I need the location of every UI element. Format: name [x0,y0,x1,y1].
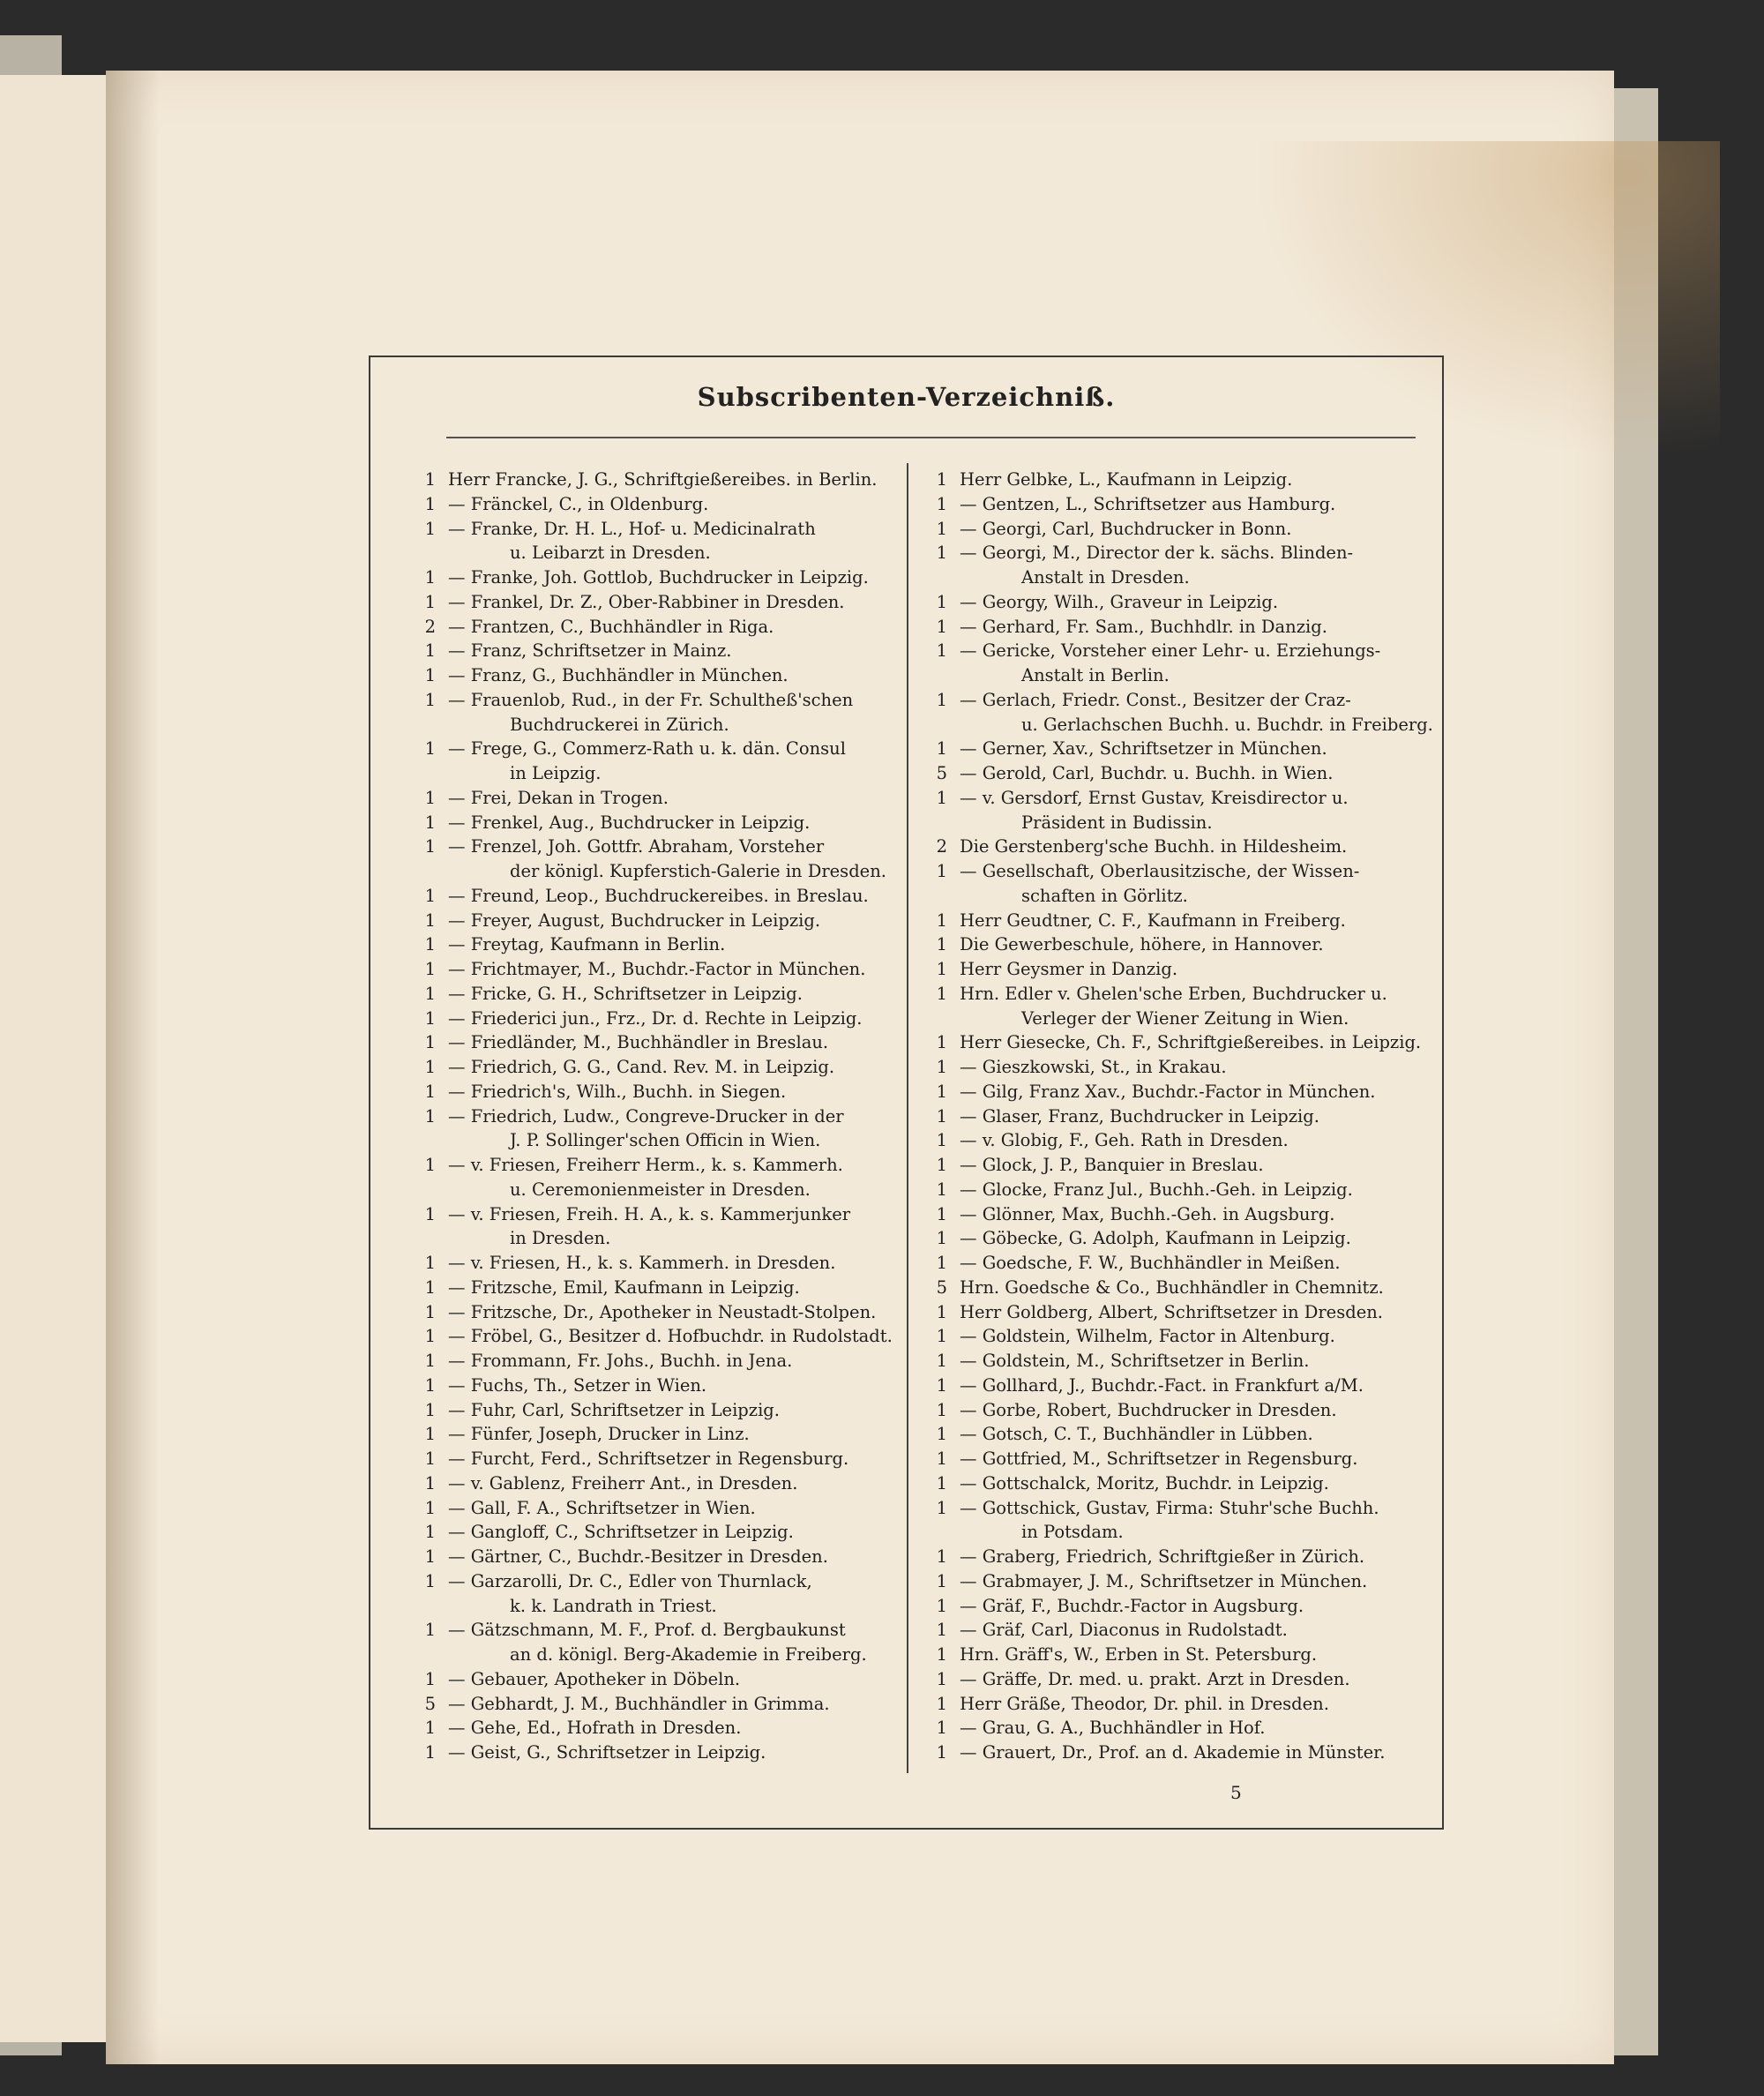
subscriber-name: — v. Friesen, H., k. s. Kammerh. in Dresden. [448,1253,836,1273]
subscriber-name: — Gentzen, L., Schriftsetzer aus Hamburg. [960,493,1336,514]
subscription-count: 1 [936,543,947,564]
subscriber-entry [924,1618,1409,1643]
subscriber-entry [924,1324,1409,1349]
subscriber-name: — Garzarolli, Dr. C., Edler von Thurnlack, [448,1570,812,1591]
subscriber-name: — Friederici jun., Frz., Dr. d. Rechte in Leipzig. [448,1007,863,1029]
subscriber-entry [413,468,898,492]
subscriber-entry [924,835,1409,859]
subscription-count: 1 [424,787,436,808]
subscription-count: 1 [424,1105,436,1127]
subscription-count: 1 [936,1595,947,1616]
subscriber-entry [924,1080,1409,1104]
subscriber-entry [924,859,1409,909]
subscriber-name: — Gehe, Ed., Hofrath in Dresden. [448,1718,742,1739]
subscriber-entry [413,1740,898,1765]
subscriber-entry [413,1618,898,1667]
subscriber-name: — Gerner, Xav., Schriftsetzer in München. [960,738,1327,760]
subscriber-entry [924,1030,1422,1055]
subscriber-entry [924,957,1409,982]
subscriber-name: — Frantzen, C., Buchhändler in Riga. [448,616,774,637]
subscriber-name: — Franz, Schriftsetzer in Mainz. [448,640,732,662]
subscriber-entry [413,1276,898,1300]
subscriber-continuation: k. k. Landrath in Triest. [510,1595,717,1616]
subscriber-entry [924,1104,1409,1129]
subscriber-entry [413,1153,898,1202]
subscriber-name: — Gräf, F., Buchdr.-Factor in Augsburg. [960,1595,1304,1616]
subscriber-continuation: in Dresden. [510,1228,611,1249]
subscription-count: 1 [936,1203,947,1224]
subscriber-entry [924,1178,1409,1202]
subscriber-name: — Grabmayer, J. M., Schriftsetzer in München. [960,1570,1368,1591]
subscriber-name: — Gräffe, Dr. med. u. prakt. Arzt in Dresden. [960,1668,1350,1689]
subscription-count: 1 [936,1057,947,1077]
subscriber-name: Herr Gräße, Theodor, Dr. phil. in Dresden. [960,1693,1329,1714]
title-rule [446,437,1416,438]
subscription-count: 1 [936,1081,947,1102]
subscriber-name: — v. Gersdorf, Ernst Gustav, Kreisdirector u. [960,787,1349,808]
subscriber-entry [924,932,1409,957]
subscription-count: 1 [936,934,947,955]
subscriber-name: — Grauert, Dr., Prof. an d. Akademie in Münster. [960,1742,1386,1763]
subscriber-name: Herr Gelbke, L., Kaufmann in Leipzig. [960,469,1293,490]
subscriber-name: — Fritzsche, Emil, Kaufmann in Leipzig. [448,1276,800,1298]
subscription-count: 1 [936,1155,947,1175]
subscriber-name: — Gotsch, C. T., Buchhändler in Lübben. [960,1424,1313,1445]
subscription-count: 1 [936,983,947,1004]
subscription-count: 1 [936,1693,947,1714]
subscriber-name: — Glock, J. P., Banquier in Breslau. [960,1155,1264,1175]
subscription-count: 1 [936,1105,947,1127]
right-column [924,468,1433,1765]
subscriber-entry [924,492,1409,517]
subscriber-entry [413,1202,898,1252]
subscriber-entry [924,761,1409,786]
subscriber-name: Die Gewerbeschule, höhere, in Hannover. [960,934,1324,955]
subscription-count: 1 [424,1570,436,1591]
subscriber-name: Herr Goldberg, Albert, Schriftsetzer in Dresden. [960,1301,1383,1322]
subscriber-continuation: in Leipzig. [510,763,602,783]
subscription-count: 1 [424,1155,436,1175]
subscription-count: 1 [424,959,436,979]
subscriber-entry [413,1692,898,1717]
subscription-count: 1 [424,1374,436,1396]
subscriber-name: — Frenzel, Joh. Gottfr. Abraham, Vorsteher [448,836,825,857]
subscription-count: 1 [936,1179,947,1200]
subscriber-continuation: schaften in Görlitz. [1021,885,1188,906]
subscriber-entry [924,1153,1409,1178]
subscriber-name: — Frege, G., Commerz-Rath u. k. dän. Consul [448,738,846,760]
subscriber-entry [924,639,1409,688]
subscription-count: 1 [424,1081,436,1102]
subscription-count: 1 [936,1032,947,1053]
subscriber-name: — Gollhard, J., Buchdr.-Fact. in Frankfurt a/M. [960,1374,1364,1396]
subscriber-name: Herr Geudtner, C. F., Kaufmann in Freiberg. [960,910,1346,931]
subscriber-entry [413,1300,898,1325]
subscriber-entry [413,590,898,615]
subscription-count: 1 [936,1424,947,1445]
subscription-count: 1 [936,1570,947,1591]
subscriber-name: — Glaser, Franz, Buchdrucker in Leipzig. [960,1105,1319,1127]
subscriber-name: — Gilg, Franz Xav., Buchdr.-Factor in München. [960,1081,1376,1102]
subscriber-name: — Graberg, Friedrich, Schriftgießer in Zürich. [960,1546,1365,1567]
subscription-count: 1 [936,787,947,808]
subscriber-entry [413,1716,898,1740]
subscription-count: 1 [936,1399,947,1420]
subscription-count: 1 [424,640,436,662]
subscriber-name: — Fritzsche, Dr., Apotheker in Neustadt-Stolpen. [448,1301,877,1322]
subscriber-name: — Frauenlob, Rud., in der Fr. Schultheß'schen [448,689,854,710]
subscriber-entry [924,1716,1409,1740]
subscriber-continuation: der königl. Kupferstich-Galerie in Dresden. [510,861,886,881]
subscription-count: 1 [424,591,436,612]
subscriber-entry [924,688,1433,737]
subscriber-entry [924,1251,1409,1276]
page-number: 5 [1230,1782,1242,1803]
subscription-count: 1 [936,493,947,514]
subscriber-entry [924,590,1409,615]
subscriber-entry [413,811,898,835]
subscriber-entry [413,615,898,640]
subscription-count: 1 [424,1351,436,1371]
subscriber-name: — Frei, Dekan in Trogen. [448,787,669,808]
subscription-count: 1 [936,738,947,760]
subscription-count: 1 [936,1668,947,1689]
subscriber-entry [413,1398,898,1423]
subscriber-name: — Fränckel, C., in Oldenburg. [448,493,709,514]
subscriber-continuation: Anstalt in Dresden. [1021,567,1190,588]
subscriber-name: — Gesellschaft, Oberlausitzische, der Wissen- [960,861,1360,881]
subscriber-name: — Gangloff, C., Schriftsetzer in Leipzig. [448,1522,794,1543]
subscriber-entry [924,1202,1409,1227]
subscription-count: 1 [424,1007,436,1029]
spine-shadow [106,71,159,2064]
subscription-count: 1 [424,1620,436,1641]
subscriber-name: — Gärtner, C., Buchdr.-Besitzer in Dresden. [448,1546,828,1567]
subscriber-name: — Friedländer, M., Buchhändler in Breslau. [448,1032,829,1053]
subscription-count: 1 [936,1374,947,1396]
subscriber-name: — Goedsche, F. W., Buchhändler in Meißen. [960,1253,1341,1273]
subscription-count: 1 [424,1326,436,1347]
subscriber-entry [413,1030,898,1055]
subscriber-name: — Grau, G. A., Buchhändler in Hof. [960,1718,1266,1739]
subscriber-name: — Gebauer, Apotheker in Döbeln. [448,1668,741,1689]
subscriber-name: — v. Friesen, Freih. H. A., k. s. Kammerjunker [448,1203,851,1224]
subscriber-name: — Gerhard, Fr. Sam., Buchhdlr. in Danzig. [960,616,1327,637]
page [106,71,1614,2064]
subscriber-entry [413,1496,898,1521]
subscriber-entry [413,565,898,590]
subscription-count: 1 [424,812,436,833]
subscriber-entry [413,1104,898,1154]
subscriber-entry [924,982,1409,1031]
subscriber-name: — Georgi, M., Director der k. sächs. Blinden- [960,543,1354,564]
subscriber-name: — Fuchs, Th., Setzer in Wien. [448,1374,707,1396]
subscriber-name: — Gericke, Vorsteher einer Lehr- u. Erziehungs- [960,640,1381,662]
subscription-count: 1 [424,1546,436,1567]
subscription-count: 5 [424,1693,436,1714]
subscription-count: 1 [424,1032,436,1053]
subscriber-entry [924,1643,1409,1667]
subscriber-entry [924,1398,1409,1423]
subscriber-entry [413,1422,898,1447]
subscriber-entry [413,982,898,1007]
subscription-count: 1 [424,885,436,906]
subscriber-name: — Frenkel, Aug., Buchdrucker in Leipzig. [448,812,811,833]
subscriber-name: Hrn. Goedsche & Co., Buchhändler in Chemnitz. [960,1276,1384,1298]
subscription-count: 1 [936,1497,947,1518]
subscriber-entry [413,1374,898,1398]
subscription-count: 1 [424,665,436,685]
subscription-count: 1 [936,959,947,979]
subscriber-name: Die Gerstenberg'sche Buchh. in Hildesheim. [960,836,1348,857]
subscription-count: 1 [936,1546,947,1567]
subscription-count: 2 [936,836,947,857]
subscriber-name: — Friedrich, Ludw., Congreve-Drucker in der [448,1105,844,1127]
subscriber-name: — Gottfried, M., Schriftsetzer in Regensburg. [960,1448,1358,1469]
subscription-count: 1 [424,1718,436,1739]
subscription-count: 1 [424,1057,436,1077]
subscription-count: 1 [424,1522,436,1543]
subscription-count: 1 [424,1203,436,1224]
subscriber-entry [924,1055,1409,1080]
subscriber-entry [924,909,1409,933]
subscriber-name: — Glocke, Franz Jul., Buchh.-Geh. in Leipzig. [960,1179,1353,1200]
subscriber-name: Herr Francke, J. G., Schriftgießereibes. in Berlin. [448,469,878,490]
subscriber-entry [924,1422,1409,1447]
subscriber-continuation: Anstalt in Berlin. [1021,665,1170,685]
subscriber-name: — Frommann, Fr. Johs., Buchh. in Jena. [448,1351,793,1371]
subscriber-entry [413,1055,898,1080]
subscription-count: 1 [424,1668,436,1689]
subscriber-name: — Gerold, Carl, Buchdr. u. Buchh. in Wien. [960,763,1334,783]
subscriber-entry [413,1324,898,1349]
subscriber-entry [413,786,898,811]
subscriber-entry [413,1667,898,1692]
subscription-count: 1 [424,1448,436,1469]
subscription-count: 1 [424,493,436,514]
subscriber-entry [413,932,898,957]
subscriber-entry [413,1520,898,1545]
subscriber-entry [413,884,898,909]
subscriber-entry [924,1594,1409,1619]
subscriber-name: — Gätzschmann, M. F., Prof. d. Bergbaukunst [448,1620,846,1641]
subscription-count: 1 [424,567,436,588]
subscription-count: 1 [424,1253,436,1273]
subscriber-entry [413,688,898,737]
subscription-count: 1 [424,1399,436,1420]
subscriber-name: — Fröbel, G., Besitzer d. Hofbuchdr. in Rudolstadt. [448,1326,893,1347]
subscriber-continuation: an d. königl. Berg-Akademie in Freiberg. [510,1644,867,1665]
subscription-count: 1 [424,1276,436,1298]
subscriber-entry [924,468,1409,492]
subscription-count: 1 [424,934,436,955]
subscriber-name: — Göbecke, G. Adolph, Kaufmann in Leipzig. [960,1228,1351,1249]
subscriber-entry [413,1545,898,1569]
subscriber-entry [924,517,1409,542]
subscriber-continuation: u. Leibarzt in Dresden. [510,543,711,564]
subscriber-entry [413,1251,898,1276]
subscription-count: 1 [424,1424,436,1445]
subscription-count: 1 [936,1228,947,1249]
subscriber-name: Herr Geysmer in Danzig. [960,959,1178,979]
subscriber-entry [413,1471,898,1496]
subscriber-entry [924,1276,1409,1300]
subscription-count: 1 [936,1620,947,1641]
column-divider [907,463,908,1773]
subscriber-entry [413,639,898,663]
subscriber-continuation: J. P. Sollinger'schen Officin in Wien. [510,1130,821,1151]
subscription-count: 1 [936,1351,947,1371]
subscription-count: 1 [936,616,947,637]
subscription-count: 1 [936,910,947,931]
left-page-edge [0,75,108,2042]
subscriber-name: — Freyer, August, Buchdrucker in Leipzig. [448,910,821,931]
subscription-count: 1 [936,1718,947,1739]
subscriber-entry [924,541,1409,590]
subscriber-entry [413,663,898,688]
subscriber-entry [413,737,898,786]
subscriber-name: — Franke, Joh. Gottlob, Buchdrucker in Leipzig. [448,567,869,588]
subscriber-name: — v. Friesen, Freiherr Herm., k. s. Kammerh. [448,1155,843,1175]
subscriber-name: — v. Gablenz, Freiherr Ant., in Dresden. [448,1472,798,1493]
subscriber-entry [924,1128,1409,1153]
subscriber-name: — v. Globig, F., Geh. Rath in Dresden. [960,1130,1289,1151]
subscriber-name: — Goldstein, Wilhelm, Factor in Altenburg. [960,1326,1335,1347]
subscriber-entry [924,1496,1409,1546]
subscription-count: 1 [936,591,947,612]
subscriber-name: Hrn. Edler v. Ghelen'sche Erben, Buchdrucker u. [960,983,1387,1004]
subscriber-entry [413,1349,898,1374]
text-frame [369,356,1444,1830]
subscriber-continuation: Präsident in Budissin. [1021,812,1213,833]
subscriber-name: — Frankel, Dr. Z., Ober-Rabbiner in Dresden. [448,591,845,612]
subscriber-name: Hrn. Gräff's, W., Erben in St. Petersburg. [960,1644,1318,1665]
subscriber-continuation: Buchdruckerei in Zürich. [510,714,729,735]
subscriber-entry [413,1080,898,1104]
subscriber-name: — Gorbe, Robert, Buchdrucker in Dresden. [960,1399,1337,1420]
subscriber-entry [413,957,898,982]
subscriber-name: — Gieszkowski, St., in Krakau. [960,1057,1227,1077]
subscription-count: 1 [424,469,436,490]
subscription-count: 1 [936,1301,947,1322]
subscriber-entry [924,1447,1409,1471]
subscriber-entry [413,835,898,884]
subscription-count: 1 [424,1742,436,1763]
subscriber-entry [413,1007,898,1031]
subscription-count: 1 [424,689,436,710]
subscriber-name: — Friedrich's, Wilh., Buchh. in Siegen. [448,1081,787,1102]
subscriber-entry [924,1740,1409,1765]
subscriber-name: — Friedrich, G. G., Cand. Rev. M. in Leipzig. [448,1057,835,1077]
subscriber-entry [413,1447,898,1471]
subscription-count: 1 [424,1497,436,1518]
subscription-count: 1 [936,518,947,539]
subscription-count: 1 [936,640,947,662]
subscription-count: 1 [424,910,436,931]
subscriber-name: — Gottschick, Gustav, Firma: Stuhr'sche Buchh. [960,1497,1379,1518]
subscription-count: 1 [936,1326,947,1347]
subscriber-name: — Georgi, Carl, Buchdrucker in Bonn. [960,518,1292,539]
subscriber-name: — Freytag, Kaufmann in Berlin. [448,934,726,955]
subscriber-entry [924,1667,1409,1692]
subscription-count: 1 [936,1253,947,1273]
subscriber-entry [924,1226,1409,1251]
subscription-count: 5 [936,1276,947,1298]
subscriber-name: — Franke, Dr. H. L., Hof- u. Medicinalrath [448,518,816,539]
subscription-count: 1 [936,469,947,490]
subscription-count: 1 [936,1130,947,1151]
subscription-count: 1 [936,1472,947,1493]
subscriber-name: — Fuhr, Carl, Schriftsetzer in Leipzig. [448,1399,780,1420]
subscriber-continuation: u. Gerlachschen Buchh. u. Buchdr. in Freiberg. [1021,714,1433,735]
subscriber-name: — Gräf, Carl, Diaconus in Rudolstadt. [960,1620,1288,1641]
subscription-count: 5 [936,763,947,783]
subscription-count: 1 [936,1448,947,1469]
subscriber-name: — Goldstein, M., Schriftsetzer in Berlin. [960,1351,1310,1371]
subscriber-name: Herr Giesecke, Ch. F., Schriftgießereibes. in Leipzig. [960,1032,1422,1053]
subscription-count: 1 [424,1472,436,1493]
subscriber-name: — Franz, G., Buchhändler in München. [448,665,789,685]
subscriber-name: — Gottschalck, Moritz, Buchdr. in Leipzig. [960,1472,1329,1493]
subscription-count: 1 [936,689,947,710]
subscriber-continuation: in Potsdam. [1021,1522,1124,1543]
subscription-count: 1 [424,518,436,539]
subscriber-name: — Gall, F. A., Schriftsetzer in Wien. [448,1497,756,1518]
subscriber-entry [413,492,898,517]
page-title: Subscribenten-Verzeichniß. [697,382,1116,412]
subscriber-entry [413,909,898,933]
subscription-count: 1 [424,738,436,760]
subscriber-name: — Fricke, G. H., Schriftsetzer in Leipzig. [448,983,803,1004]
subscriber-entry [924,737,1409,761]
subscriber-entry [924,615,1409,640]
subscription-count: 1 [936,1644,947,1665]
subscriber-entry [924,786,1409,835]
subscriber-name: — Freund, Leop., Buchdruckereibes. in Breslau. [448,885,869,906]
subscriber-continuation: Verleger der Wiener Zeitung in Wien. [1021,1007,1349,1029]
subscriber-name: — Glönner, Max, Buchh.-Geh. in Augsburg. [960,1203,1335,1224]
subscriber-name: — Gerlach, Friedr. Const., Besitzer der Craz- [960,689,1351,710]
subscriber-entry [924,1471,1409,1496]
subscriber-name: — Fünfer, Joseph, Drucker in Linz. [448,1424,750,1445]
subscriber-entry [924,1300,1409,1325]
subscriber-name: — Geist, G., Schriftsetzer in Leipzig. [448,1742,766,1763]
subscription-count: 1 [424,1301,436,1322]
subscriber-entry [924,1569,1409,1594]
subscriber-continuation: u. Ceremonienmeister in Dresden. [510,1179,811,1200]
subscriber-name: — Furcht, Ferd., Schriftsetzer in Regensburg. [448,1448,849,1469]
subscription-count: 1 [424,836,436,857]
subscriber-entry [924,1374,1409,1398]
subscriber-name: — Frichtmayer, M., Buchdr.-Factor in München. [448,959,866,979]
subscription-count: 2 [424,616,436,637]
subscriber-entry [924,1349,1409,1374]
subscriber-entry [924,1545,1409,1569]
left-column [413,468,898,1765]
subscription-count: 1 [936,861,947,881]
subscriber-entry [924,1692,1409,1717]
subscriber-entry [413,517,898,566]
subscription-count: 1 [936,1742,947,1763]
subscription-count: 1 [424,983,436,1004]
subscriber-name: — Gebhardt, J. M., Buchhändler in Grimma. [448,1693,830,1714]
subscriber-entry [413,1569,898,1619]
subscriber-name: — Georgy, Wilh., Graveur in Leipzig. [960,591,1279,612]
